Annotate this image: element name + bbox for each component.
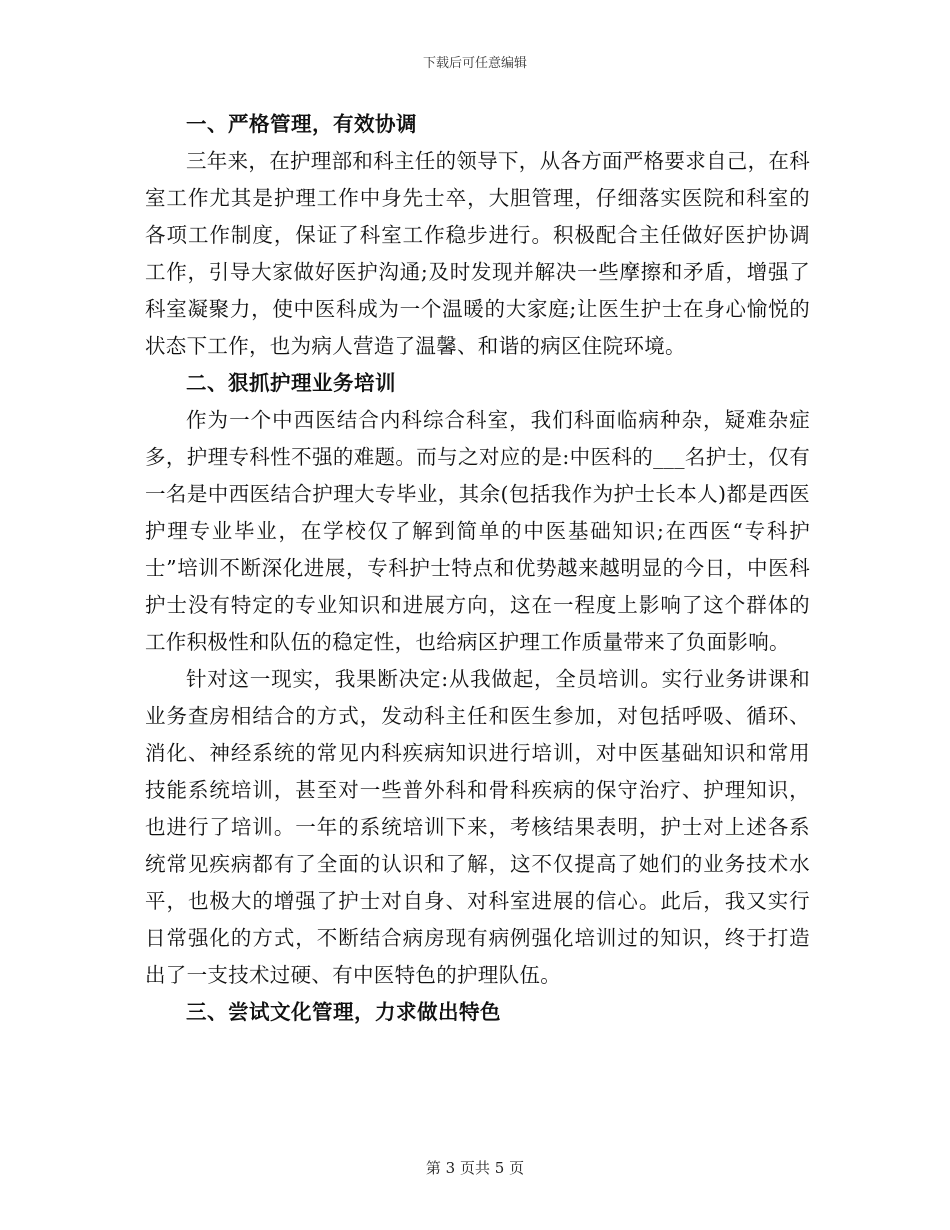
page-number: 第 3 页共 5 页 [425,1159,525,1177]
section-heading-3: 三、尝试文化管理，力求做出特色 [186,1000,501,1024]
section-2-paragraph-2: 针对这一现实，我果断决定:从我做起，全员培训。实行业务讲课和业务查房相结合的方式，发动科主任和医生参加，对包括呼吸、循环、消化、神经系统的常见内科疾病知识进行培训，对中医基础知识和常用技能系统培训，甚至对一些普外科和骨科疾病的保守治疗、护理知识，也进行了培训。一年的系统培训下来，考核结果表明，护士对上述各系统常见疾病都有了全面的认识和了解，这不仅提高了她们的业务技术水平，也极大的增强了护士对自身、对科室进展的信心。此后，我又实行日常强化的方式，不断结合病房现有病例强化培训过的知识，终于打造出了一支技术过硬、有中医特色的护理队伍。 [145,667,810,987]
section-1-paragraph-1: 三年来，在护理部和科主任的领导下，从各方面严格要求自己，在科室工作尤其是护理工作中身先士卒，大胆管理，仔细落实医院和科室的各项工作制度，保证了科室工作稳步进行。积极配合主任做好医护协调工作，引导大家做好医护沟通;及时发现并解决一些摩擦和矛盾，增强了科室凝聚力，使中医科成为一个温暖的大家庭;让医生护士在身心愉悦的状态下工作，也为病人营造了温馨、和谐的病区住院环境。 [145,149,810,358]
section-2-paragraph-1: 作为一个中西医结合内科综合科室，我们科面临病种杂，疑难杂症多，护理专科性不强的难题。而与之对应的是:中医科的___名护士，仅有一名是中西医结合护理大专毕业，其余(包括我作为护士长本人)都是西医护理专业毕业，在学校仅了解到简单的中医基础知识;在西医“专科护士”培训不断深化进展，专科护士特点和优势越来越明显的今日，中医科护士没有特定的专业知识和进展方向，这在一程度上影响了这个群体的工作积极性和队伍的稳定性，也给病区护理工作质量带来了负面影响。 [145,408,810,654]
section-heading-2: 二、狠抓护理业务培训 [186,371,396,395]
page-header: 下载后可任意编辑 [422,56,527,71]
section-heading-1: 一、严格管理，有效协调 [186,112,417,136]
document-body [145,106,810,1031]
